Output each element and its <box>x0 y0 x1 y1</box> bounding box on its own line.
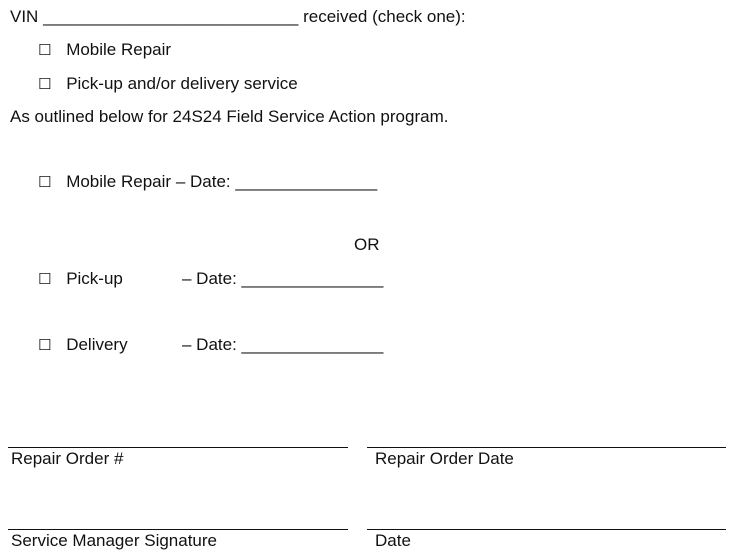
date-label: Date <box>375 531 411 550</box>
schedule-delivery-label: Delivery <box>66 335 128 354</box>
service-manager-signature-line[interactable] <box>8 529 348 530</box>
option-mobile-repair-label: Mobile Repair <box>66 40 172 59</box>
checkbox-icon[interactable]: ☐ <box>38 75 52 93</box>
schedule-delivery-date <box>182 335 383 355</box>
schedule-pickup-date <box>182 269 383 289</box>
vin-suffix: received (check one): <box>303 7 466 26</box>
date-line[interactable] <box>367 529 726 530</box>
schedule-mobile-repair[interactable] <box>38 172 377 192</box>
repair-order-date-line[interactable] <box>367 447 726 448</box>
schedule-pickup-date-blank[interactable]: _______________ <box>241 269 384 288</box>
option-mobile-repair[interactable] <box>38 40 171 60</box>
vin-blank[interactable]: ___________________________ <box>43 7 299 26</box>
checkbox-icon[interactable]: ☐ <box>38 41 52 59</box>
option-pickup-delivery[interactable] <box>38 74 298 94</box>
checkbox-icon[interactable]: ☐ <box>38 336 52 354</box>
schedule-mobile-repair-date-label: – Date: <box>175 172 231 191</box>
schedule-pickup-label: Pick-up <box>66 269 123 288</box>
repair-order-date-label: Repair Order Date <box>375 449 514 468</box>
schedule-mobile-repair-date-blank[interactable]: _______________ <box>235 172 378 191</box>
vin-line <box>10 7 466 27</box>
service-manager-signature-label: Service Manager Signature <box>11 531 218 550</box>
or-separator: OR <box>354 235 380 254</box>
vin-label: VIN <box>10 7 39 26</box>
schedule-pickup[interactable] <box>38 269 123 289</box>
repair-order-number-line[interactable] <box>8 447 348 448</box>
schedule-delivery[interactable] <box>38 335 128 355</box>
repair-order-number-label: Repair Order # <box>11 449 124 468</box>
checkbox-icon[interactable]: ☐ <box>38 270 52 288</box>
schedule-delivery-date-label: – Date: <box>182 335 237 354</box>
schedule-delivery-date-blank[interactable]: _______________ <box>241 335 384 354</box>
outline-text: As outlined below for 24S24 Field Service Action program. <box>10 107 449 126</box>
checkbox-icon[interactable]: ☐ <box>38 173 52 191</box>
schedule-pickup-date-label: – Date: <box>182 269 237 288</box>
option-pickup-delivery-label: Pick-up and/or delivery service <box>66 74 298 93</box>
schedule-mobile-repair-label: Mobile Repair <box>66 172 172 191</box>
